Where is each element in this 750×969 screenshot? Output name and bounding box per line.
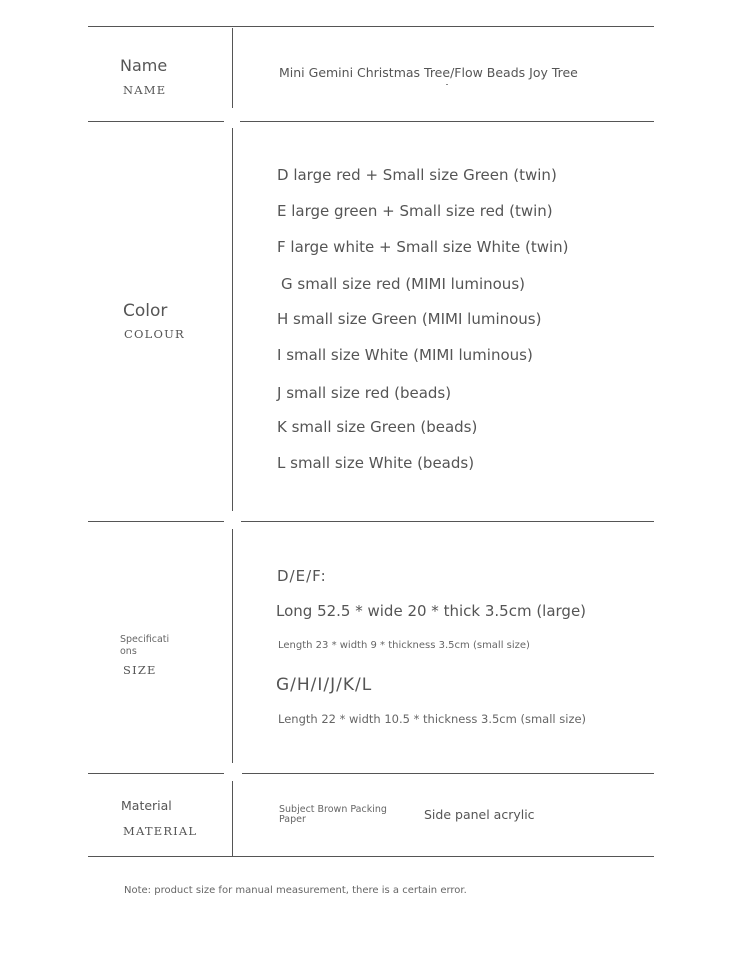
color-option-i: I small size White (MIMI luminous) — [277, 346, 533, 364]
measurement-note: Note: product size for manual measurement, there is a certain error. — [124, 885, 467, 896]
rule-size-left — [88, 773, 224, 774]
color-label-caps: COLOUR — [124, 327, 185, 341]
color-option-k: K small size Green (beads) — [277, 418, 478, 436]
material-subject-line1: Subject Brown Packing — [279, 804, 387, 815]
size-label-line1: Specificati — [120, 634, 170, 645]
size-group1-title: D/E/F: — [277, 567, 327, 585]
divider-color — [232, 128, 233, 511]
divider-size — [232, 529, 233, 763]
rule-size-right — [242, 773, 654, 774]
size-group1-small: Length 23 * width 9 * thickness 3.5cm (small size) — [278, 640, 530, 651]
size-label-line2: ons — [120, 646, 137, 657]
size-label-caps: SIZE — [123, 663, 157, 677]
rule-name-left — [88, 121, 224, 122]
size-group2-small: Length 22 * width 10.5 * thickness 3.5cm (small size) — [278, 712, 587, 726]
rule-name-right — [240, 121, 654, 122]
rule-color-left — [88, 521, 224, 522]
name-label-caps: NAME — [123, 83, 167, 97]
divider-material — [232, 781, 233, 856]
product-name: Mini Gemini Christmas Tree/Flow Beads Joy Tree — [279, 65, 578, 80]
divider-name — [232, 28, 233, 108]
material-side: Side panel acrylic — [424, 807, 535, 822]
color-option-e: E large green + Small size red (twin) — [277, 202, 553, 220]
size-group1-large: Long 52.5 * wide 20 * thick 3.5cm (large) — [276, 602, 587, 620]
color-option-h: H small size Green (MIMI luminous) — [277, 310, 542, 328]
color-label: Color — [123, 301, 168, 321]
color-option-d: D large red + Small size Green (twin) — [277, 166, 557, 184]
size-group2-title: G/H/I/J/K/L — [276, 675, 373, 695]
color-option-f: F large white + Small size White (twin) — [277, 238, 569, 256]
name-label: Name — [120, 56, 168, 75]
table-bottom-rule — [88, 856, 654, 857]
material-label: Material — [121, 798, 172, 813]
color-option-l: L small size White (beads) — [277, 454, 475, 472]
color-option-g: G small size red (MIMI luminous) — [281, 275, 525, 293]
material-subject-line2: Paper — [279, 814, 306, 825]
table-top-rule — [88, 26, 654, 27]
material-label-caps: MATERIAL — [123, 824, 198, 838]
color-option-j: J small size red (beads) — [277, 384, 452, 402]
rule-color-right — [241, 521, 654, 522]
name-dot — [446, 84, 448, 85]
